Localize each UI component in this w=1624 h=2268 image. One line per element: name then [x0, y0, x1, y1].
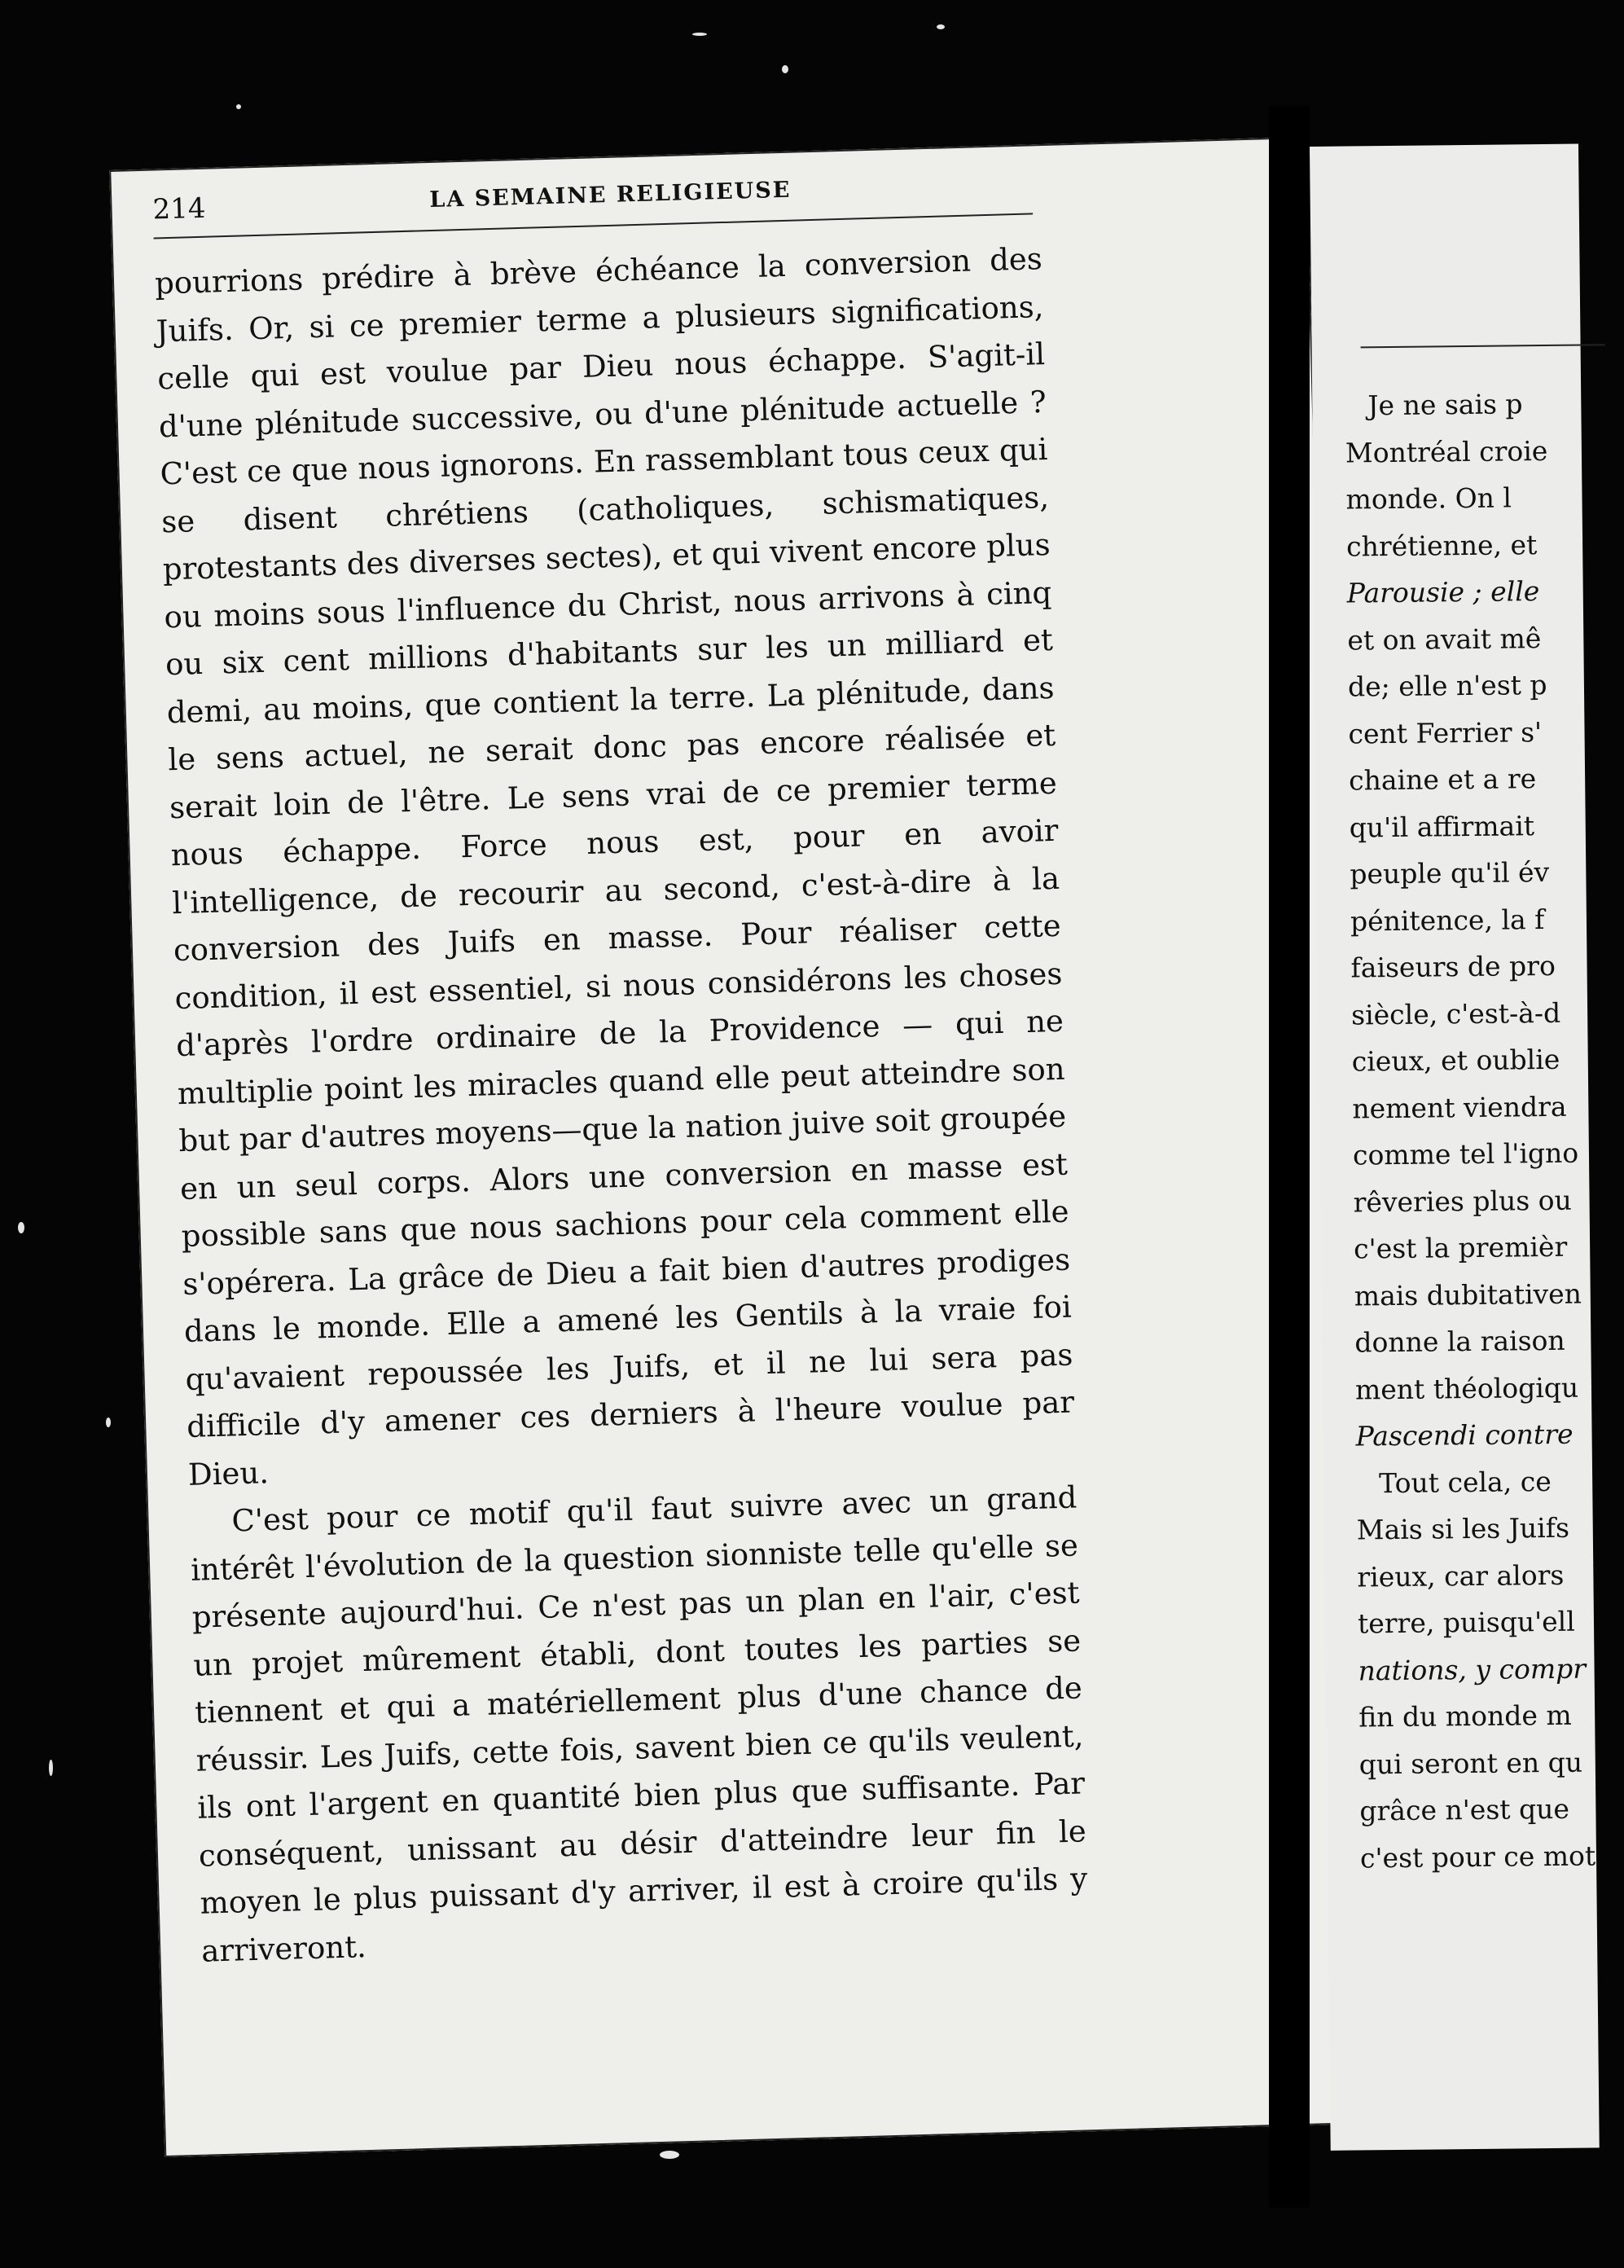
- right-page-line: Mais si les Juifs: [1356, 1511, 1570, 1546]
- paragraph-2: C'est pour ce motif qu'il faut suivre avec un grand intérêt l'évolution de la question sionniste telle qu'elle se présente aujourd'hui. Ce n'est pas un plan en l'air, c'est un projet mûrement établi, dont toutes les parties se tiennent et qui a matériellement plus d'une chance de réussir. Les Juifs, cette fois, savent bien ce qu'ils veulent, ils ont l'argent en quantité bien plus que suffisante. Par conséquent, unissant au désir d'atteindre leur fin le moyen le plus puissant d'y arriver, il est à croire qu'ils y arriveront.: [190, 1479, 1088, 1969]
- right-page-line: chrétienne, et: [1345, 528, 1538, 563]
- dust-speck: [782, 65, 788, 73]
- right-page-line: qu'il affirmait: [1349, 809, 1535, 844]
- right-page-line: nement viendra: [1352, 1090, 1567, 1125]
- right-page-line: cent Ferrier s': [1348, 715, 1543, 750]
- right-page-line: peuple qu'il év: [1350, 855, 1550, 890]
- right-page-line: rieux, car alors: [1357, 1558, 1565, 1593]
- right-page-line: fin du monde m: [1358, 1699, 1572, 1734]
- right-page-line: pénitence, la f: [1350, 903, 1545, 938]
- right-page-line: c'est la premièr: [1353, 1230, 1568, 1265]
- right-page-line: donne la raison: [1354, 1324, 1565, 1359]
- running-title: LA SEMAINE RELIGIEUSE: [428, 177, 792, 213]
- right-page-line: et on avait mê: [1347, 622, 1542, 657]
- right-page-line: grâce n'est que: [1359, 1792, 1570, 1827]
- right-page-line: c'est pour ce mot: [1359, 1839, 1596, 1874]
- dust-speck: [660, 2151, 679, 2159]
- paragraph-1: pourrions prédire à brève échéance la conversion des Juifs. Or, si ce premier terme a plusieurs significations, celle qui est voulue par Dieu nous échappe. S'agit-il d'une plénitude successive, ou d'une plénitude actuelle ? C'est ce que nous ignorons. En rassemblant tous ceux qui se disent chrétiens (catholiques, schismatiques, protestants des diverses sectes), et qui vivent encore plus ou moins sous l'influence du Christ, nous arrivons à cinq ou six cent millions d'habitants sur les un milliard et demi, au moins, que contient la terre. La plénitude, dans le sens actuel, ne serait donc pas encore réalisée et serait loin de l'être. Le sens vrai de ce premier terme nous échappe. Force nous est, pour en avoir l'intelligence, de recourir au second, c'est-à-dire à la conversion des Juifs en masse. Pour réaliser cette condition, il est essentiel, si nous considérons les choses d'après l'ordre ordinaire de la Providence — qui ne multiplie point les miracles quand elle peut atteindre son but par d'autres moyens—que la nation juive soit groupée en un seul corps. Alors une conversion en masse est possible sans que nous sachions pour cela comment elle s'opérera. La grâce de Dieu a fait bien d'autres prodiges dans le monde. Elle a amené les Gentils à la vraie foi qu'avaient repoussée les Juifs, et il ne lui sera pas difficile d'y amener ces derniers à l'heure voulue par Dieu.: [154, 241, 1075, 1492]
- right-page-line: rêveries plus ou: [1353, 1184, 1573, 1219]
- right-page-line: comme tel l'igno: [1352, 1136, 1579, 1171]
- page-gutter: [1269, 106, 1310, 2208]
- right-page-line: nations, y compr: [1358, 1652, 1587, 1686]
- right-page-line: chaine et a re: [1348, 763, 1537, 797]
- page-header: [152, 158, 1187, 235]
- right-page-line: Montréal croie: [1345, 434, 1548, 469]
- right-page-line: Je ne sais p: [1367, 388, 1523, 422]
- right-page-line: Pascendi contre: [1355, 1418, 1574, 1453]
- right-page-line: faiseurs de pro: [1350, 949, 1556, 984]
- right-page: [1310, 144, 1600, 2151]
- page-number: 214: [152, 191, 207, 226]
- right-page-line: de; elle n'est p: [1347, 668, 1547, 703]
- right-page-line: qui seront en qu: [1358, 1746, 1583, 1780]
- dust-speck: [18, 1222, 24, 1233]
- dust-speck: [106, 1418, 111, 1427]
- left-page: [109, 137, 1362, 2157]
- body-text: [154, 235, 1089, 1976]
- right-page-line: mais dubitativen: [1354, 1277, 1582, 1312]
- right-page-line: Parousie ; elle: [1346, 575, 1540, 609]
- right-page-text: [1345, 380, 1595, 1882]
- dust-speck: [937, 24, 945, 29]
- dust-speck: [49, 1760, 53, 1776]
- right-page-line: ment théologiqu: [1354, 1371, 1579, 1405]
- right-page-line: cieux, et oublie: [1351, 1043, 1560, 1078]
- right-header-rule: [1361, 344, 1605, 348]
- right-page-line: siècle, c'est-à-d: [1350, 996, 1561, 1031]
- dust-speck: [692, 33, 707, 36]
- dust-speck: [236, 104, 241, 109]
- header-rule: [154, 213, 1034, 239]
- right-page-line: monde. On l: [1345, 481, 1512, 516]
- right-page-line: terre, puisqu'ell: [1357, 1605, 1575, 1640]
- right-page-line: Tout cela, ce: [1378, 1465, 1552, 1499]
